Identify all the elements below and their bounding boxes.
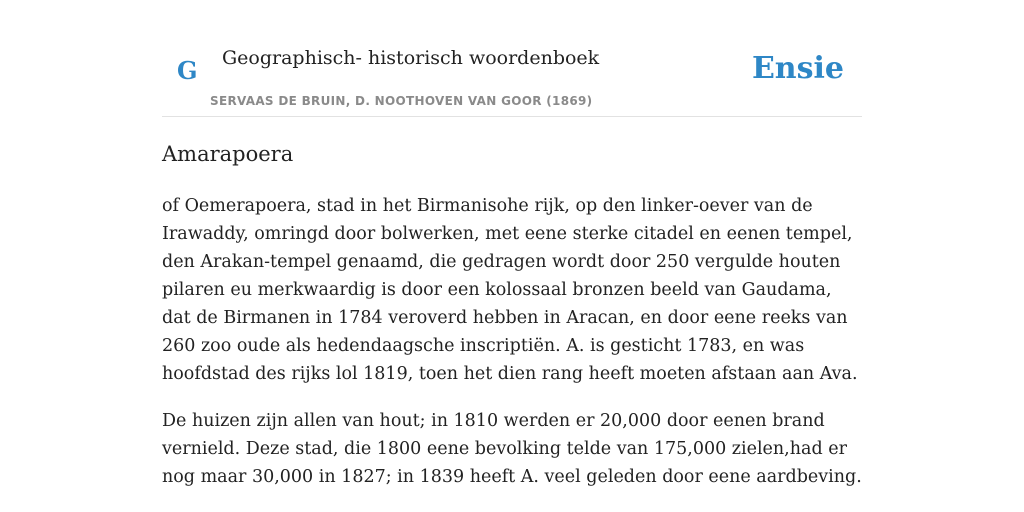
entry-content	[162, 140, 862, 491]
entry-paragraph-2: De huizen zijn allen van hout; in 1810 werden er 20,000 door eenen brand vernield. Deze stad, die 1800 eene bevolking telde van 175,000 zielen,had er nog maar 30,000 in 1827; in 1839 heeft A. veel geleden door eene aardbeving.	[162, 411, 862, 487]
ensie-logo-link[interactable]: Ensie	[751, 51, 844, 86]
letter-index-link[interactable]: G	[177, 56, 198, 85]
entry-paragraph-1: of Oemerapoera, stad in het Birmanisohe rijk, op den linker-oever van de Irawaddy, omringd door bolwerken, met eene sterke citadel en eenen tempel, den Arakan-tempel genaamd, die gedragen wordt door 250 vergulde houten pilaren eu merkwaardig is door een kolossaal bronzen beeld van Gaudama, dat de Birmanen in 1784 veroverd hebben in Aracan, en door eene reeks van 260 zoo oude als hedendaagsche inscriptiën. A. is gesticht 1783, en was hoofdstad des rijks lol 1819, toen het dien rang heeft moeten afstaan aan Ava.	[162, 196, 858, 384]
book-author: SERVAAS DE BRUIN, D. NOOTHOVEN VAN GOOR (1869)	[210, 94, 593, 108]
book-title-link[interactable]: Geographisch- historisch woordenboek	[222, 47, 600, 69]
book-header	[162, 0, 862, 117]
entry-title: Amarapoera	[162, 142, 294, 166]
